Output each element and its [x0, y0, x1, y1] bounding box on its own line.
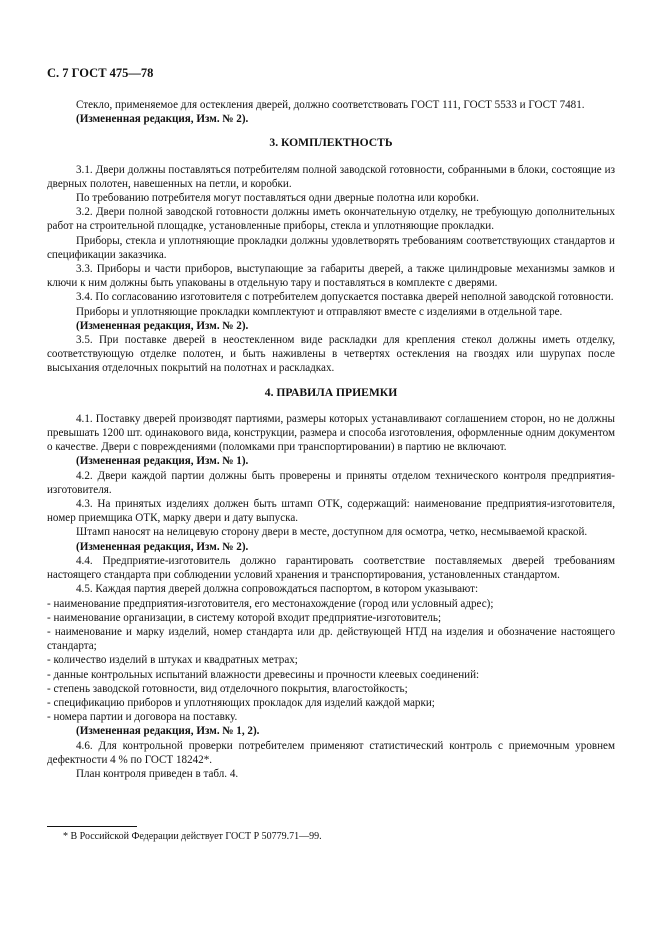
- section-heading-3: 3. КОМПЛЕКТНОСТЬ: [269, 136, 393, 150]
- edition-note: (Измененная редакция, Изм. № 2).: [76, 540, 249, 553]
- list-item: - количество изделий в штуках и квадратных метрах;: [47, 654, 298, 667]
- section-heading-4: 4. ПРАВИЛА ПРИЕМКИ: [264, 385, 398, 399]
- para-4-2: 4.2. Двери каждой партии должны быть проверены и приняты отделом технического контроля предприятия-изготовителя.: [47, 469, 615, 496]
- para-4-6-b: План контроля приведен в табл. 4.: [76, 767, 239, 780]
- list-item: - наименование и марку изделий, номер стандарта или др. действующей НТД на изделия и обозначение настоящего стандарта;: [47, 625, 615, 653]
- footnote-rule: [47, 826, 137, 827]
- page-header: С. 7 ГОСТ 475—78: [47, 66, 154, 80]
- para-4-3: 4.3. На принятых изделиях должен быть штамп ОТК, содержащий: наименование предприятия-изготовителя, номер приемщика ОТК, марку двери и дату выпуска.: [47, 498, 615, 525]
- para-glass-standards: Стекло, применяемое для остекления дверей, должно соответствовать ГОСТ 111, ГОСТ 5533 и ГОСТ 7481.: [76, 99, 585, 111]
- edition-note: (Измененная редакция, Изм. № 1).: [76, 455, 249, 468]
- list-item: - степень заводской готовности, вид отделочного покрытия, влагостойкость;: [47, 682, 408, 695]
- para-4-3-b: Штамп наносят на нелицевую сторону двери в месте, доступном для осмотра, четко, несмываемой краской.: [76, 526, 588, 539]
- list-item: - спецификацию приборов и уплотняющих прокладок для изделий каждой марки;: [47, 696, 435, 709]
- para-3-5: 3.5. При поставке дверей в неостекленном виде раскладки для крепления стекол должны иметь отделку, соответствующую отделке полотен, и быть наживлены в четвертях остекления на гвоздях или шурупах после высыхания отделочных покрытий на полотнах и раскладках.: [47, 334, 615, 375]
- list-item: - наименование предприятия-изготовителя, его местонахождение (город или условный адрес);: [47, 597, 494, 610]
- para-3-1-b: По требованию потребителя могут поставляться одни дверные полотна или коробки.: [76, 192, 479, 205]
- footnote: * В Российской Федерации действует ГОСТ Р 50779.71—99.: [63, 831, 322, 842]
- list-item: - данные контрольных испытаний влажности древесины и прочности клеевых соединений:: [47, 668, 480, 681]
- para-3-4: 3.4. По согласованию изготовителя с потребителем допускается поставка дверей неполной заводской готовности.: [76, 291, 614, 304]
- list-item: - наименование организации, в систему которой входит предприятие-изготовитель;: [47, 611, 442, 624]
- para-3-4-b: Приборы и уплотняющие прокладки комплектуют и отправляют вместе с изделиями в отдельной таре.: [76, 305, 563, 318]
- list-item: - номера партии и договора на поставку.: [47, 711, 238, 724]
- document-body: [47, 98, 615, 781]
- para-4-6: 4.6. Для контрольной проверки потребителем применяют статистический контроль с приемочным уровнем дефектности 4 % по ГОСТ 18242*.: [47, 739, 615, 766]
- edition-note: (Измененная редакция, Изм. № 2).: [76, 113, 249, 126]
- para-3-2-b: Приборы, стекла и уплотняющие прокладки должны удовлетворять требованиям соответствующих стандартов и спецификации заказчика.: [47, 234, 615, 261]
- para-4-5: 4.5. Каждая партия дверей должна сопровождаться паспортом, в котором указывают:: [76, 583, 479, 596]
- para-3-1: 3.1. Двери должны поставляться потребителям полной заводской готовности, собранными в блоки, состоящие из дверных полотен, навешенных на петли, и коробки.: [47, 163, 615, 190]
- para-4-1: 4.1. Поставку дверей производят партиями, размеры которых устанавливают соглашением сторон, но не должны превышать 1200 шт. одинакового вида, конструкции, размера и способа изготовления, оформленные одним документом о качестве. Двери с повреждениями (поломками при транспортировании) в партию не включают.: [47, 412, 615, 454]
- para-3-3: 3.3. Приборы и части приборов, выступающие за габариты дверей, а также цилиндровые механизмы замков и ключи к ним должны быть упакованы в отдельную тару и поставляться в комплекте с дверями.: [47, 263, 615, 290]
- para-3-2: 3.2. Двери полной заводской готовности должны иметь окончательную отделку, не требующую дополнительных работ на строительной площадке, установленные приборы, стекла и уплотняющие прокладки.: [47, 206, 615, 233]
- para-4-4: 4.4. Предприятие-изготовитель должно гарантировать соответствие поставляемых дверей требованиям настоящего стандарта при соблюдении условий хранения и транспортирования, установленных стандартом.: [47, 554, 615, 582]
- edition-note: (Измененная редакция, Изм. № 2).: [76, 319, 249, 332]
- edition-note: (Измененная редакция, Изм. № 1, 2).: [76, 725, 260, 738]
